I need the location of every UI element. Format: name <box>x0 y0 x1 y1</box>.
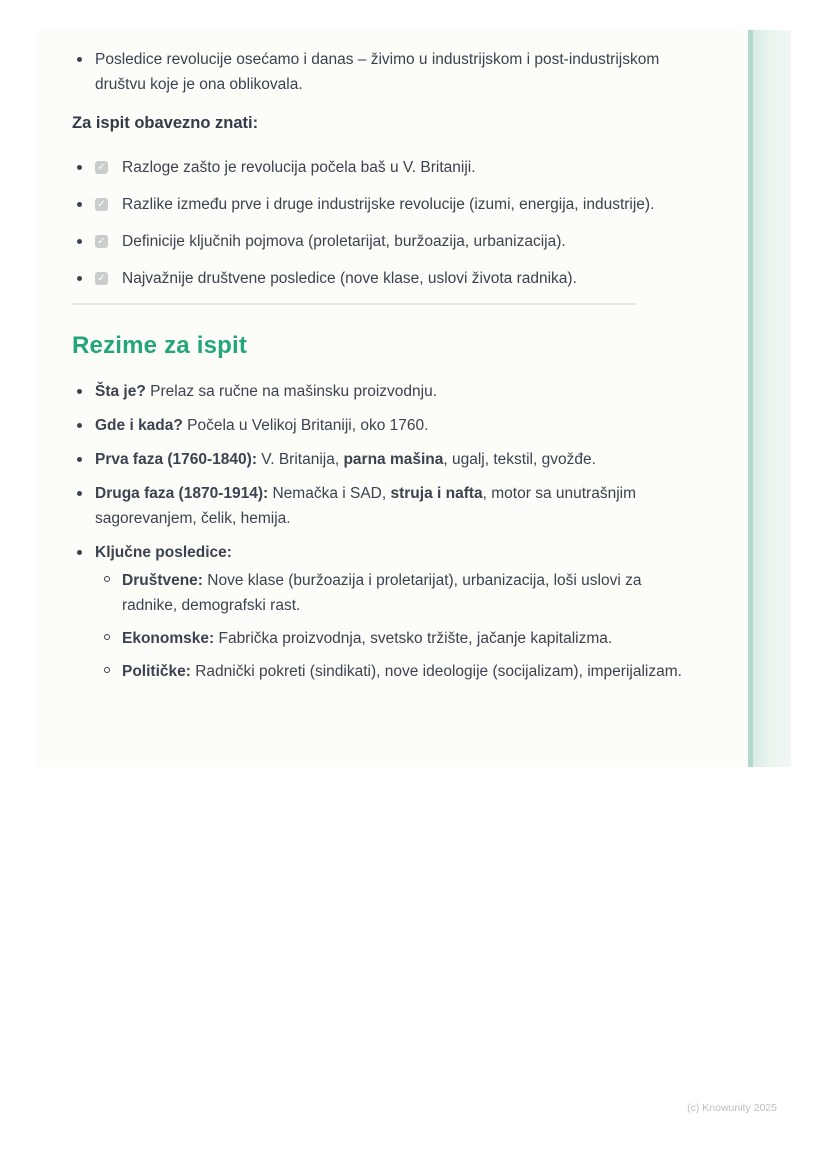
checklist-item-label: Razlike između prve i druge industrijske revolucije (izumi, energija, industrije). <box>122 196 655 213</box>
list-item <box>72 540 722 692</box>
exam-checklist <box>72 155 722 291</box>
summary-item-text: Ključne posledice: <box>95 544 232 561</box>
sublist-item <box>99 568 722 618</box>
sublist-item <box>99 659 722 684</box>
sublist-item-text: Ekonomske: Fabrička proizvodnja, svetsko tržište, jačanje kapitalizma. <box>122 630 613 647</box>
sublist-item-text: Političke: Radnički pokreti (sindikati), nove ideologije (socijalizam), imperijalizam. <box>122 663 682 680</box>
section-divider <box>72 303 637 305</box>
bullet-holder <box>72 379 95 394</box>
bullet-holder <box>72 47 95 62</box>
checklist-item <box>72 192 722 217</box>
list-item <box>72 413 722 438</box>
checklist-item-label: Razloge zašto je revolucija počela baš u V. Britaniji. <box>122 159 476 176</box>
bullet-icon <box>77 550 82 555</box>
summary-heading: Rezime za ispit <box>72 332 248 359</box>
bullet-holder <box>72 447 95 462</box>
bullet-holder <box>72 540 95 555</box>
bullet-holder <box>72 413 95 428</box>
bullet-icon <box>77 165 82 170</box>
bullet-holder <box>99 626 122 640</box>
copyright: (c) Knowunity 2025 <box>687 1102 777 1114</box>
bullet-icon <box>77 389 82 394</box>
checklist-item-label: Najvažnije društvene posledice (nove klase, uslovi života radnika). <box>122 270 577 287</box>
consequences-sublist <box>72 568 722 692</box>
checkbox-checked-icon[interactable]: ✓ <box>95 161 108 174</box>
bullet-icon <box>77 276 82 281</box>
bullet-holder <box>99 659 122 673</box>
checkbox-checked-icon[interactable]: ✓ <box>95 198 108 211</box>
sublist-item <box>99 626 722 651</box>
bullet-icon <box>77 457 82 462</box>
bullet-icon <box>77 57 82 62</box>
summary-item-text: Druga faza (1870-1914): Nemačka i SAD, struja i nafta, motor sa unutrašnjim sagorevanjem, čelik, hemija. <box>95 485 636 527</box>
list-item <box>72 379 722 404</box>
bullet-icon <box>77 239 82 244</box>
bullet-holder <box>99 568 122 582</box>
intro-list <box>72 47 722 97</box>
list-item <box>72 447 722 472</box>
exam-heading: Za ispit obavezno znati: <box>72 114 259 132</box>
sublist-item-text: Društvene: Nove klase (buržoazija i proletarijat), urbanizacija, loši uslovi za radnike, demografski rast. <box>122 572 642 614</box>
checklist-item <box>72 155 722 180</box>
circle-bullet-icon <box>104 667 110 673</box>
bullet-icon <box>77 202 82 207</box>
bullet-holder <box>72 192 95 207</box>
circle-bullet-icon <box>104 576 110 582</box>
summary-item-text: Gde i kada? Počela u Velikoj Britaniji, oko 1760. <box>95 417 429 434</box>
circle-bullet-icon <box>104 634 110 640</box>
summary-item-text: Prva faza (1760-1840): V. Britanija, parna mašina, ugalj, tekstil, gvožđe. <box>95 451 596 468</box>
checklist-item <box>72 266 722 291</box>
summary-list <box>72 379 722 692</box>
checkbox-checked-icon[interactable]: ✓ <box>95 235 108 248</box>
intro-text: Posledice revolucije osećamo i danas – živimo u industrijskom i post-industrijskom društvu koje je ona oblikovala. <box>95 51 660 93</box>
page-edge-accent <box>748 30 791 767</box>
document-content <box>72 47 722 701</box>
bullet-holder <box>72 229 95 244</box>
checklist-item-label: Definicije ključnih pojmova (proletarijat, buržoazija, urbanizacija). <box>122 233 566 250</box>
bullet-holder <box>72 481 95 496</box>
bullet-holder <box>72 266 95 281</box>
document-card <box>37 30 791 767</box>
list-item <box>72 481 722 531</box>
summary-item-text: Šta je? Prelaz sa ručne na mašinsku proizvodnju. <box>95 383 438 400</box>
bullet-icon <box>77 491 82 496</box>
checkbox-checked-icon[interactable]: ✓ <box>95 272 108 285</box>
list-item <box>72 47 722 97</box>
bullet-holder <box>72 155 95 170</box>
checklist-item <box>72 229 722 254</box>
bullet-icon <box>77 423 82 428</box>
